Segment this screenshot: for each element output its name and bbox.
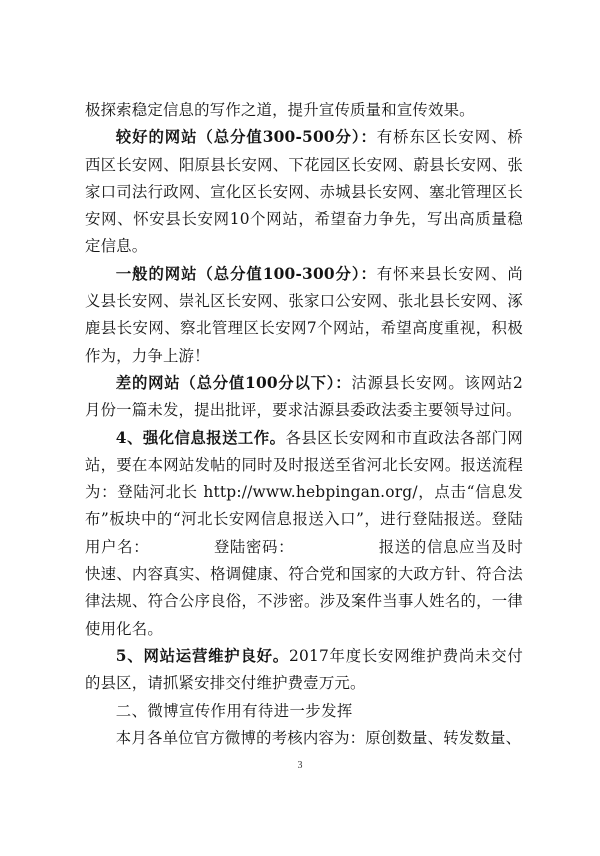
item-4-text-c: 报送的信息应当及时快速、内容真实、格调健康、符合党和国家的大政方针、符合法律法规、符合公序良俗，不涉密。涉及案件当事人姓名的，一律使用化名。 xyxy=(85,537,523,638)
item-5-text: 2017年度长安网维护费尚未交付的县区，请抓紧安排交付维护费壹万元。 xyxy=(85,646,523,693)
item-4-text-a: 各县区长安网和市直政法各部门网站，要在本网站发帖的同时及时报送至省河北长安网。报送流程为：登陆河北长 http://www.hebpingan.org/，点击“信息发布”板块中的“河北长安网信息报送入口”，进行登陆报送。登陆用户名： xyxy=(85,428,523,556)
paragraph-item-5 xyxy=(85,643,523,698)
average-websites-label: 一般的网站（总分值100-300分）： xyxy=(115,264,377,283)
paragraph-intro-text: 极探索稳定信息的写作之道，提升宣传质量和宣传效果。 xyxy=(85,101,475,119)
paragraph-good-websites xyxy=(85,124,523,260)
redacted-password xyxy=(294,540,378,555)
average-websites-text: 有怀来县长安网、尚义县长安网、崇礼区长安网、张家口公安网、张北县长安网、涿鹿县长安网、察北管理区长安网7个网站，希望高度重视，积极作为，力争上游！ xyxy=(85,264,523,365)
paragraph-weibo-text: 本月各单位官方微博的考核内容为：原创数量、转发数量、 xyxy=(115,728,522,747)
page-number: 3 xyxy=(297,760,303,771)
document-body xyxy=(85,97,523,752)
poor-websites-label: 差的网站（总分值100分以下）： xyxy=(115,373,352,392)
item-4-label: 4、强化信息报送工作。 xyxy=(115,428,286,447)
paragraph-weibo xyxy=(85,725,523,752)
item-4-text-b: 登陆密码： xyxy=(213,537,295,556)
paragraph-item-4 xyxy=(85,425,523,643)
good-websites-label: 较好的网站（总分值300-500分）： xyxy=(115,128,377,147)
paragraph-average-websites xyxy=(85,261,523,370)
paragraph-intro xyxy=(85,97,523,124)
paragraph-poor-websites xyxy=(85,370,523,425)
poor-websites-text: 沽源县长安网。该网站2月份一篇未发，提出批评，要求沽源县委政法委主要领导过问。 xyxy=(85,373,523,420)
item-5-label: 5、网站运营维护良好。 xyxy=(115,646,289,665)
redacted-username xyxy=(149,540,213,555)
good-websites-text: 有桥东区长安网、桥西区长安网、阳原县长安网、下花园区长安网、蔚县长安网、张家口司法行政网、宣化区长安网、赤城县长安网、塞北管理区长安网、怀安县长安网10个网站，希望奋力争先，写出高质量稳定信息。 xyxy=(85,128,523,256)
section-heading-2: 二、微博宣传作用有待进一步发挥 xyxy=(115,701,353,720)
